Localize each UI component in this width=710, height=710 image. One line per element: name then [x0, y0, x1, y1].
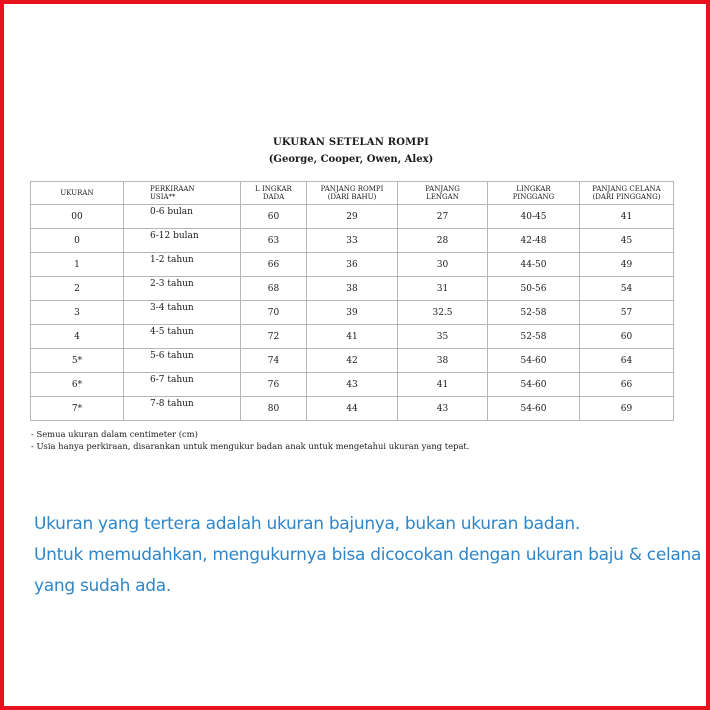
table-cell: 33 — [307, 229, 398, 253]
table-cell: 44-50 — [488, 253, 580, 277]
table-cell: 54 — [580, 277, 674, 301]
table-header-row — [31, 182, 674, 205]
table-cell: 64 — [580, 349, 674, 373]
table-cell: 60 — [241, 205, 307, 229]
table-cell: 68 — [241, 277, 307, 301]
table-header-cell — [307, 182, 398, 205]
header-text: DADA — [262, 193, 285, 201]
header-text: PERKIRAAN — [150, 185, 195, 193]
table-cell: 74 — [241, 349, 307, 373]
table-cell: 6-7 tahun — [124, 373, 241, 397]
table-cell: 63 — [241, 229, 307, 253]
table-cell: 45 — [580, 229, 674, 253]
header-text: (DARI BAHU) — [327, 193, 377, 201]
table-cell: 50-56 — [488, 277, 580, 301]
table-cell: 42-48 — [488, 229, 580, 253]
table-cell: 0-6 bulan — [124, 205, 241, 229]
page-subtitle: (George, Cooper, Owen, Alex) — [268, 154, 434, 165]
table-cell: 7-8 tahun — [124, 397, 241, 421]
table-cell: 43 — [398, 397, 488, 421]
table-row — [31, 349, 674, 373]
table-cell: 1-2 tahun — [124, 253, 241, 277]
explanation-line-2: Untuk memudahkan, mengukurnya bisa dicocokan dengan ukuran baju & celana — [34, 545, 702, 565]
table-cell: 42 — [307, 349, 398, 373]
table-cell: 57 — [580, 301, 674, 325]
note-units: - Semua ukuran dalam centimeter (cm) — [31, 429, 198, 439]
table-cell: 52-58 — [488, 301, 580, 325]
table-cell: 66 — [580, 373, 674, 397]
table-cell: 38 — [307, 277, 398, 301]
size-table — [30, 181, 674, 421]
table-cell: 66 — [241, 253, 307, 277]
table-cell: 54-60 — [488, 397, 580, 421]
table-cell: 40-45 — [488, 205, 580, 229]
table-cell: 80 — [241, 397, 307, 421]
table-cell: 35 — [398, 325, 488, 349]
table-cell: 28 — [398, 229, 488, 253]
table-cell: 29 — [307, 205, 398, 229]
table-cell: 70 — [241, 301, 307, 325]
notes — [31, 428, 469, 452]
header-text: PANJANG ROMPI — [320, 185, 384, 193]
table-cell: 27 — [398, 205, 488, 229]
table-header-cell — [580, 182, 674, 205]
header-text: PANJANG — [425, 185, 460, 193]
table-cell: 4-5 tahun — [124, 325, 241, 349]
table-row — [31, 229, 674, 253]
page-title: UKURAN SETELAN ROMPI — [272, 137, 430, 148]
table-cell: 5-6 tahun — [124, 349, 241, 373]
table-row — [31, 301, 674, 325]
table-cell: 39 — [307, 301, 398, 325]
table-row — [31, 397, 674, 421]
header-text: PINGGANG — [512, 193, 555, 201]
table-body — [31, 205, 674, 421]
table-row — [31, 325, 674, 349]
table-header-cell — [31, 182, 124, 205]
table-cell: 3-4 tahun — [124, 301, 241, 325]
table-cell: 6* — [31, 373, 124, 397]
explanation-line-3: yang sudah ada. — [34, 576, 171, 596]
table-cell: 4 — [31, 325, 124, 349]
header-text: (DARI PINGGANG) — [592, 193, 661, 201]
header-text: UKURAN — [60, 189, 94, 197]
header-text: PANJANG CELANA — [592, 185, 661, 193]
table-row — [31, 373, 674, 397]
table-header-cell — [124, 182, 241, 205]
table-cell: 69 — [580, 397, 674, 421]
note-age: - Usia hanya perkiraan, disarankan untuk mengukur badan anak untuk mengetahui ukuran yang tepat. — [31, 441, 470, 451]
explanation-line-1: Ukuran yang tertera adalah ukuran bajunya, bukan ukuran badan. — [34, 514, 580, 534]
table-cell: 6-12 bulan — [124, 229, 241, 253]
header-text: L INGKAR — [255, 185, 292, 193]
table-row — [31, 205, 674, 229]
table-cell: 76 — [241, 373, 307, 397]
table-cell: 41 — [580, 205, 674, 229]
table-cell: 41 — [307, 325, 398, 349]
table-cell: 2 — [31, 277, 124, 301]
table-cell: 36 — [307, 253, 398, 277]
header-text: LENGAN — [426, 193, 459, 201]
table-cell: 7* — [31, 397, 124, 421]
table-cell: 54-60 — [488, 349, 580, 373]
table-cell: 31 — [398, 277, 488, 301]
header-text: LINGKAR — [516, 185, 551, 193]
table-cell: 1 — [31, 253, 124, 277]
table-cell: 30 — [398, 253, 488, 277]
table-row — [31, 277, 674, 301]
table-cell: 38 — [398, 349, 488, 373]
table-cell: 32.5 — [398, 301, 488, 325]
table-cell: 3 — [31, 301, 124, 325]
table-cell: 60 — [580, 325, 674, 349]
table-cell: 5* — [31, 349, 124, 373]
header-text: USIA** — [150, 193, 176, 201]
table-cell: 2-3 tahun — [124, 277, 241, 301]
table-cell: 43 — [307, 373, 398, 397]
table-header-cell — [398, 182, 488, 205]
table-cell: 52-58 — [488, 325, 580, 349]
table-row — [31, 253, 674, 277]
table-cell: 41 — [398, 373, 488, 397]
table-cell: 00 — [31, 205, 124, 229]
table-header-cell — [241, 182, 307, 205]
table-cell: 54-60 — [488, 373, 580, 397]
table-cell: 72 — [241, 325, 307, 349]
size-explanation — [34, 509, 702, 602]
table-cell: 0 — [31, 229, 124, 253]
table-cell: 49 — [580, 253, 674, 277]
table-header-cell — [488, 182, 580, 205]
table-cell: 44 — [307, 397, 398, 421]
